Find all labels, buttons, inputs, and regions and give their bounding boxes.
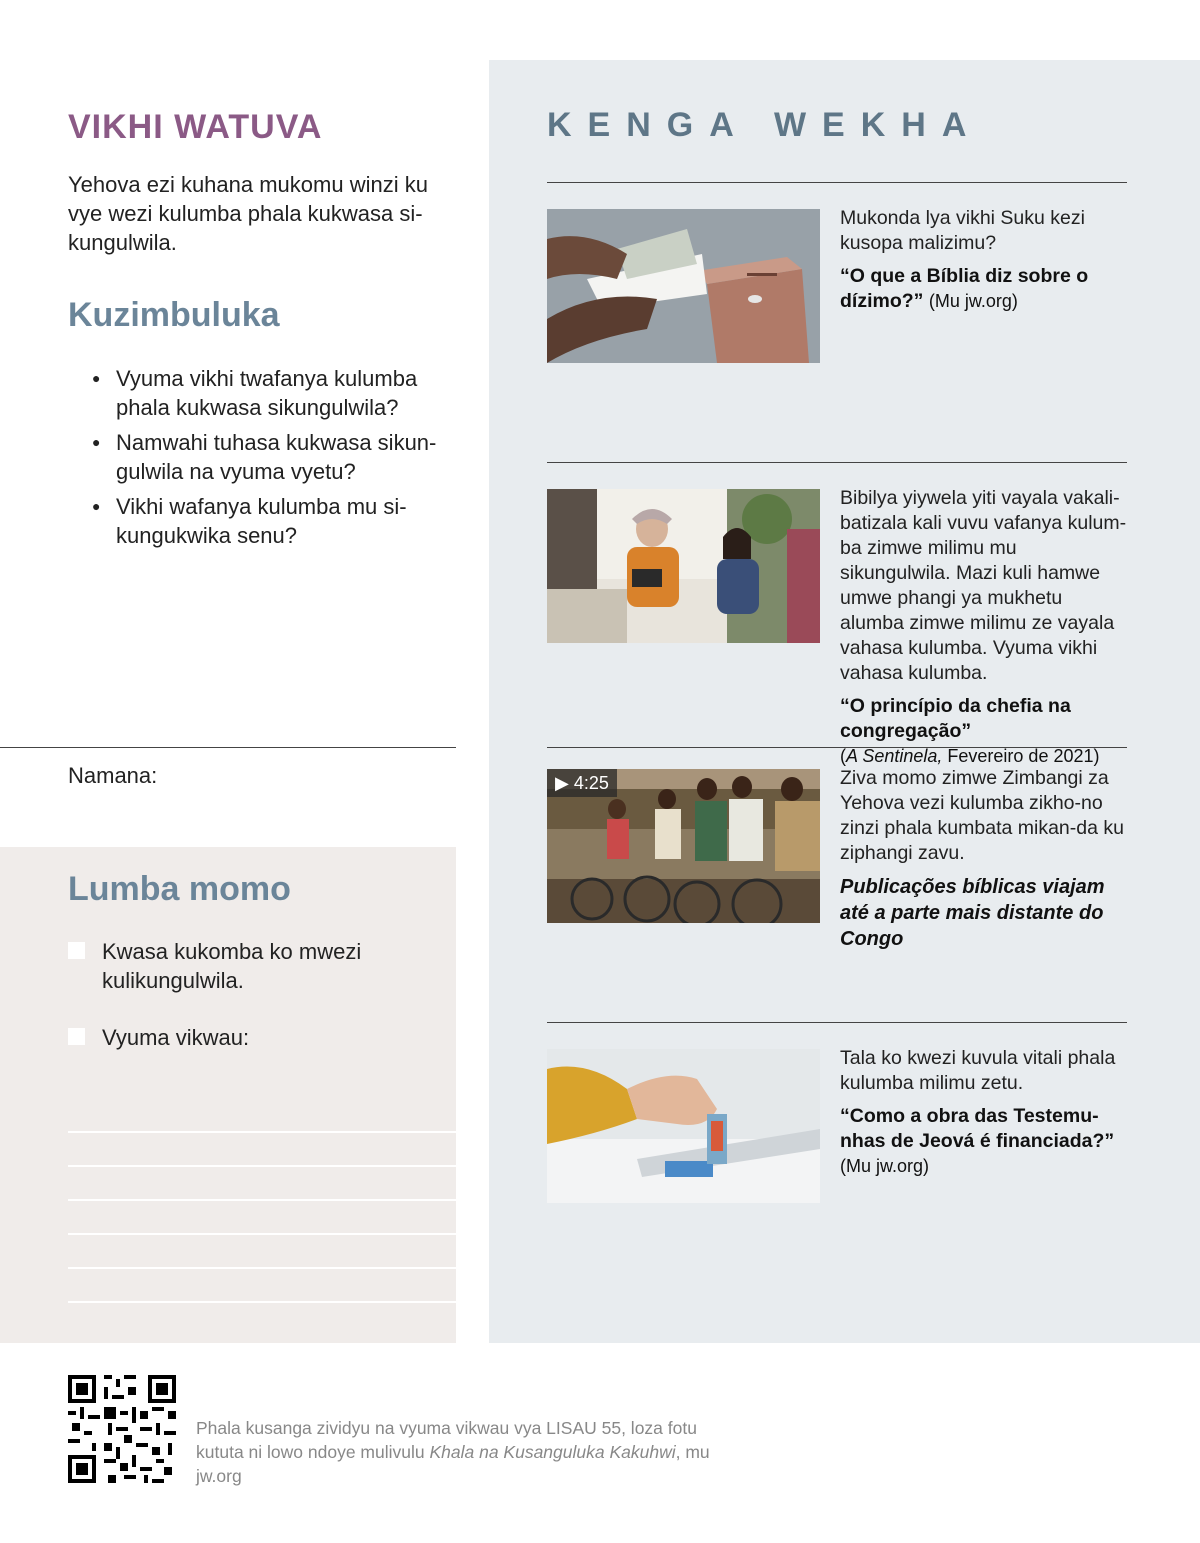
checkbox-item[interactable] bbox=[68, 1023, 428, 1052]
checkbox-label: Kwasa kukomba ko mwezi kulikungulwila. bbox=[102, 939, 362, 993]
checkbox[interactable] bbox=[68, 1028, 85, 1045]
writing-line[interactable] bbox=[68, 1267, 456, 1269]
video-duration-badge[interactable] bbox=[547, 769, 617, 797]
divider bbox=[0, 747, 456, 748]
video-duration: 4:25 bbox=[573, 773, 609, 793]
entry-description: Bibilya yiywela yiti vayala vakali-batizala kali vuvu vafanya kulum-ba zimwe milimu mu sikungulwila. Mazi kuli hamwe umwe phangi ya mukhetu alumba zimwe milimu ze vayala vahasa kulumba. Vyuma vikhi vahasa kulumba. bbox=[840, 487, 1127, 684]
entry-description: Tala ko kwezi kuvula vitali phala kulumba milimu zetu. bbox=[840, 1047, 1116, 1094]
footer-note bbox=[196, 1416, 716, 1488]
checkbox-label: Vyuma vikwau: bbox=[102, 1025, 250, 1050]
checkbox[interactable] bbox=[68, 942, 85, 959]
resource-entry bbox=[840, 766, 1130, 952]
writing-line[interactable] bbox=[68, 1301, 456, 1303]
footer-book-title[interactable]: Khala na Kusanguluka Kakuhwi bbox=[429, 1442, 676, 1462]
entry-description: Ziva momo zimwe Zimbangi za Yehova vezi kulumba zikho-no zinzi phala kumbata mikan-da ku ziphangi zavu. bbox=[840, 767, 1124, 864]
entry-source-open: ( bbox=[840, 746, 846, 766]
lesson-title: VIKHI WATUVA bbox=[68, 108, 323, 146]
resource-entry bbox=[840, 486, 1130, 769]
writing-line[interactable] bbox=[68, 1199, 456, 1201]
entry-reference[interactable]: Publicações bíblicas viajam até a parte mais distante do Congo bbox=[840, 876, 1105, 950]
writing-lines[interactable] bbox=[68, 1131, 456, 1335]
qr-code-icon[interactable] bbox=[68, 1375, 176, 1483]
question-item: ● Namwahi tuhasa kukwasa sikun-gulwila na vyuma vyetu? bbox=[92, 428, 454, 486]
entry-description: Mukonda lya vikhi Suku kezi kusopa malizimu? bbox=[840, 207, 1085, 254]
play-icon: ▶ bbox=[555, 773, 569, 793]
donation-image[interactable] bbox=[547, 209, 820, 363]
entry-reference[interactable] bbox=[840, 694, 1130, 769]
writing-line[interactable] bbox=[68, 1131, 456, 1133]
footer-text-end: , mu jw.org bbox=[196, 1442, 710, 1486]
action-heading: Lumba momo bbox=[68, 870, 291, 908]
divider bbox=[547, 1022, 1127, 1023]
entry-reference[interactable] bbox=[840, 264, 1130, 314]
question-list bbox=[92, 364, 454, 556]
writing-line[interactable] bbox=[68, 1165, 456, 1167]
donation-slot-image[interactable] bbox=[547, 1049, 820, 1203]
discover-heading: Kuzimbuluka bbox=[68, 296, 280, 334]
entry-source: (Mu jw.org) bbox=[840, 1156, 930, 1176]
entry-reference-title[interactable]: “O que a Bíblia diz sobre o dízimo?” bbox=[840, 265, 1089, 312]
entry-reference-title[interactable]: “O princípio da chefia na congregação” bbox=[840, 695, 1071, 742]
writing-line[interactable] bbox=[68, 1233, 456, 1235]
entry-source-publication: A Sentinela, bbox=[846, 746, 943, 766]
intro-paragraph: Yehova ezi kuhana mukomu winzi ku vye wezi kulumba phala kukwasa si-kungulwila. bbox=[68, 172, 428, 255]
question-item: ● Vikhi wafanya kulumba mu si-kungukwika senu? bbox=[92, 492, 454, 550]
question-item: ● Vyuma vikhi twafanya kulumba phala kukwasa sikungulwila? bbox=[92, 364, 454, 422]
checkbox-item[interactable] bbox=[68, 937, 428, 995]
footer-text-start: Phala kusanga zividyu na vyuma vikwau vya LISAU 55, loza fotu kututa ni lowo ndoye mulivulu bbox=[196, 1418, 697, 1462]
explore-heading: KENGA WEKHA bbox=[547, 106, 983, 144]
entry-reference[interactable] bbox=[840, 1104, 1130, 1179]
divider bbox=[547, 462, 1127, 463]
entry-reference-title[interactable]: “Como a obra das Testemu-nhas de Jeová é financiada?” bbox=[840, 1105, 1115, 1152]
entry-source-date: Fevereiro de 2021) bbox=[942, 746, 1100, 766]
resource-entry bbox=[840, 1046, 1130, 1179]
date-label: Namana: bbox=[68, 763, 158, 788]
entry-source: (Mu jw.org) bbox=[928, 291, 1018, 311]
bible-study-image[interactable] bbox=[547, 489, 820, 643]
divider bbox=[547, 182, 1127, 183]
resource-entry bbox=[840, 206, 1130, 314]
